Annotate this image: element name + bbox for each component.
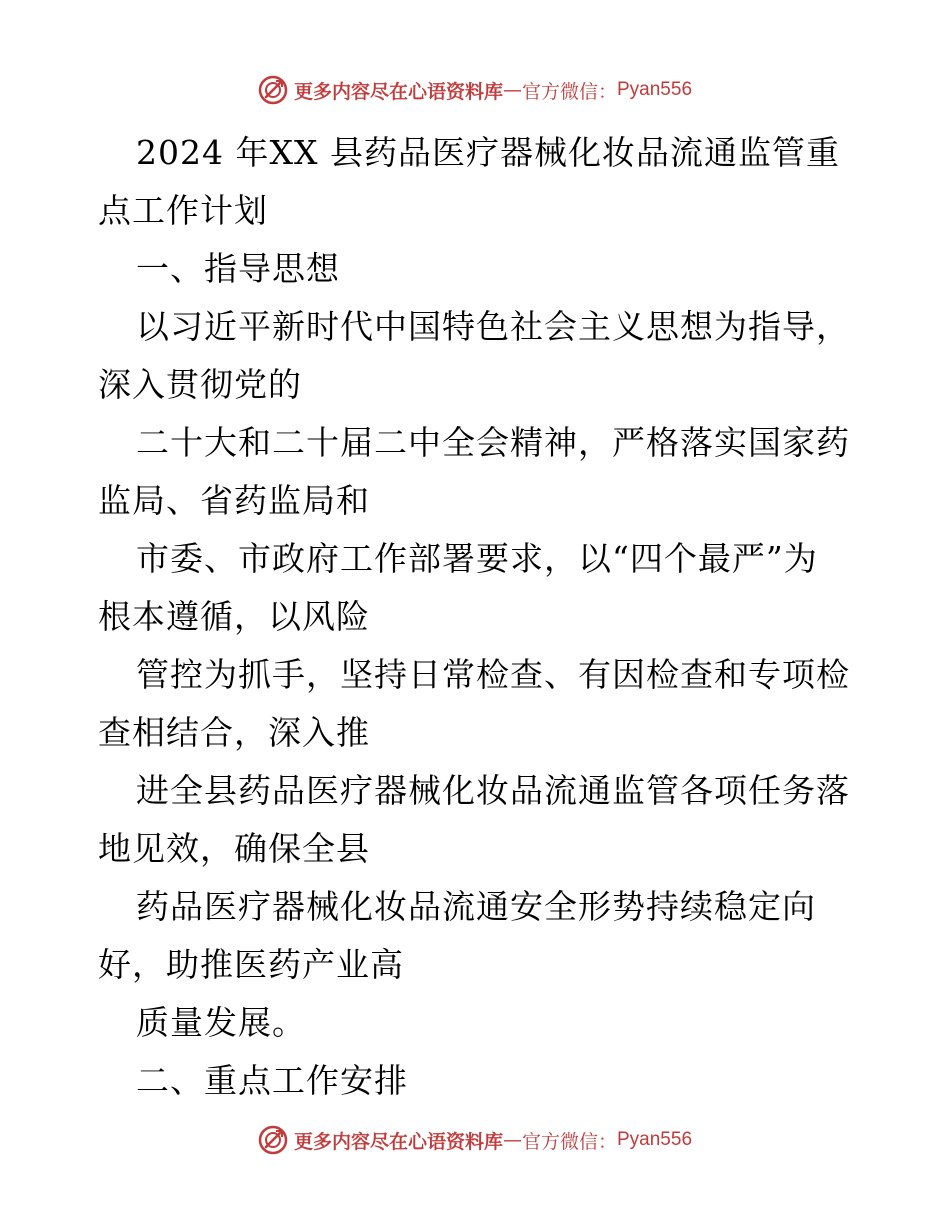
document-body	[98, 124, 858, 1110]
text-line: 二、重点工作安排	[136, 1061, 408, 1100]
watermark-wechat-id: Pyan556	[617, 79, 693, 100]
header-watermark	[0, 72, 950, 108]
logo-icon	[258, 1125, 288, 1155]
text-line: 市委、市政府工作部署要求，以“四个最严”为	[136, 539, 818, 578]
watermark-wechat-label: 官方微信：	[521, 1130, 617, 1153]
text-line: 进全县药品医疗器械化妆品流通监管各项任务落	[136, 771, 850, 810]
watermark-wechat-id: Pyan556	[617, 1129, 693, 1150]
text-line: 一、指导思想	[136, 249, 340, 288]
logo-icon	[258, 75, 288, 105]
text-line: 药品医疗器械化妆品流通安全形势持续稳定向	[136, 887, 816, 926]
text-line: 查相结合，深入推	[98, 713, 370, 752]
watermark-separator: —	[502, 1129, 522, 1151]
footer-watermark	[0, 1122, 950, 1158]
text-line: 监局、省药监局和	[98, 481, 370, 520]
text-line: 好，助推医药产业高	[98, 945, 404, 984]
text-line: 二十大和二十届二中全会精神，严格落实国家药	[136, 423, 850, 462]
text-line: 根本遵循，以风险	[98, 597, 370, 636]
text-line: 深入贯彻党的	[98, 365, 302, 404]
text-line: 地见效，确保全县	[98, 829, 370, 868]
text-line: 以习近平新时代中国特色社会主义思想为指导，	[136, 307, 850, 346]
watermark-separator: —	[502, 79, 522, 101]
watermark-wechat-label: 官方微信：	[521, 80, 617, 103]
text-line: 管控为抓手，坚持日常检查、有因检查和专项检	[136, 655, 850, 694]
text-line: 质量发展。	[136, 1003, 306, 1042]
text-line: 点工作计划	[98, 191, 268, 230]
watermark-brand: 更多内容尽在心语资料库	[293, 80, 503, 103]
text-line: 2024 年XX 县药品医疗器械化妆品流通监管重	[136, 133, 840, 172]
watermark-brand: 更多内容尽在心语资料库	[293, 1130, 503, 1153]
